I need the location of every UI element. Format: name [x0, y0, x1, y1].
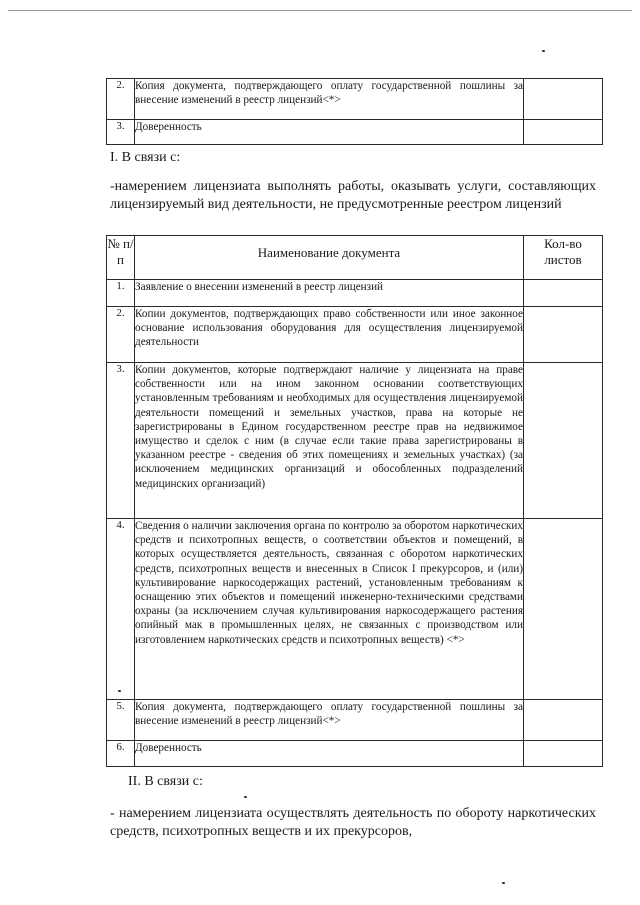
section-2-text: - намерением лицензиата осуществлять деятельность по обороту наркотических средств, психотропных веществ и их прекурсоров, [110, 806, 596, 839]
table-row [107, 307, 603, 363]
sheet-count [524, 79, 603, 120]
table-row [107, 363, 603, 519]
document-name: Копия документа, подтверждающего оплату государственной пошлины за внесение изменений в реестр лицензий<*> [135, 79, 524, 120]
table-row [107, 700, 603, 741]
document-name: Заявление о внесении изменений в реестр лицензий [135, 280, 524, 307]
section-1-text: -намерением лицензиата выполнять работы, оказывать услуги, составляющих лицензируемый вид деятельности, не предусмотренные реестром лицензий [110, 179, 596, 212]
header-sheet-count: Кол-во листов [524, 236, 603, 280]
sheet-count [524, 700, 603, 741]
document-name: Копии документов, подтверждающих право собственности или иное законное основание использования оборудования для осуществления лицензируемой деятельности [135, 307, 524, 363]
table-row [107, 79, 603, 120]
row-number: 4. [107, 519, 135, 700]
sheet-count [524, 741, 603, 767]
document-name: Копия документа, подтверждающего оплату государственной пошлины за внесение изменений в реестр лицензий<*> [135, 700, 524, 741]
row-number: 1. [107, 280, 135, 307]
sheet-count [524, 363, 603, 519]
table-row [107, 280, 603, 307]
sheet-count [524, 307, 603, 363]
table-row [107, 120, 603, 145]
table-header-row [107, 236, 603, 280]
scan-speck [502, 882, 505, 884]
document-name: Сведения о наличии заключения органа по контролю за оборотом наркотических средств и психотропных веществ, о соответствии объектов и помещений, в которых осуществляется деятельность, связанная с оборотом наркотических средств, психотропных веществ и внесенных в Список I прекурсоров, и (или) культивирование наркосодержащих растений, установленным требованиям к оснащению этих объектов и помещений инженерно-техническими средствами охраны (за исключением случая культивирования наркосодержащего растения опийный мак в промышленных целях, не связанных с производством или изготовлением наркотических средств и психотропных веществ) <*> [135, 519, 524, 700]
header-number: № п/п [107, 236, 135, 280]
scan-speck [542, 50, 545, 52]
row-number: 5. [107, 700, 135, 741]
sheet-count [524, 519, 603, 700]
document-name: Доверенность [135, 741, 524, 767]
row-number: 2. [107, 79, 135, 120]
table-row [107, 741, 603, 767]
section-1-title: I. В связи с: [110, 150, 181, 165]
section-2-title: II. В связи с: [128, 774, 203, 789]
scan-speck [244, 796, 247, 798]
row-number: 3. [107, 120, 135, 145]
table-row [107, 519, 603, 700]
header-document-name: Наименование документа [135, 236, 524, 280]
sheet-count [524, 120, 603, 145]
scan-edge-line [8, 10, 632, 11]
row-number: 2. [107, 307, 135, 363]
document-name: Доверенность [135, 120, 524, 145]
row-number: 6. [107, 741, 135, 767]
sheet-count [524, 280, 603, 307]
documents-table [106, 235, 603, 767]
documents-table-continued [106, 78, 603, 145]
row-number: 3. [107, 363, 135, 519]
document-name: Копии документов, которые подтверждают наличие у лицензиата на праве собственности или на ином законном основании соответствующих установленным требованиям и необходимых для осуществления лицензируемой деятельности помещений и земельных участков, права на которые не зарегистрированы в Едином государственном реестре прав на недвижимое имущество и сделок с ним (в случае если такие права зарегистрированы в указанном реестре - сведения об этих помещениях и земельных участках) (за исключением медицинских организаций и обособленных подразделений медицинских организаций) [135, 363, 524, 519]
